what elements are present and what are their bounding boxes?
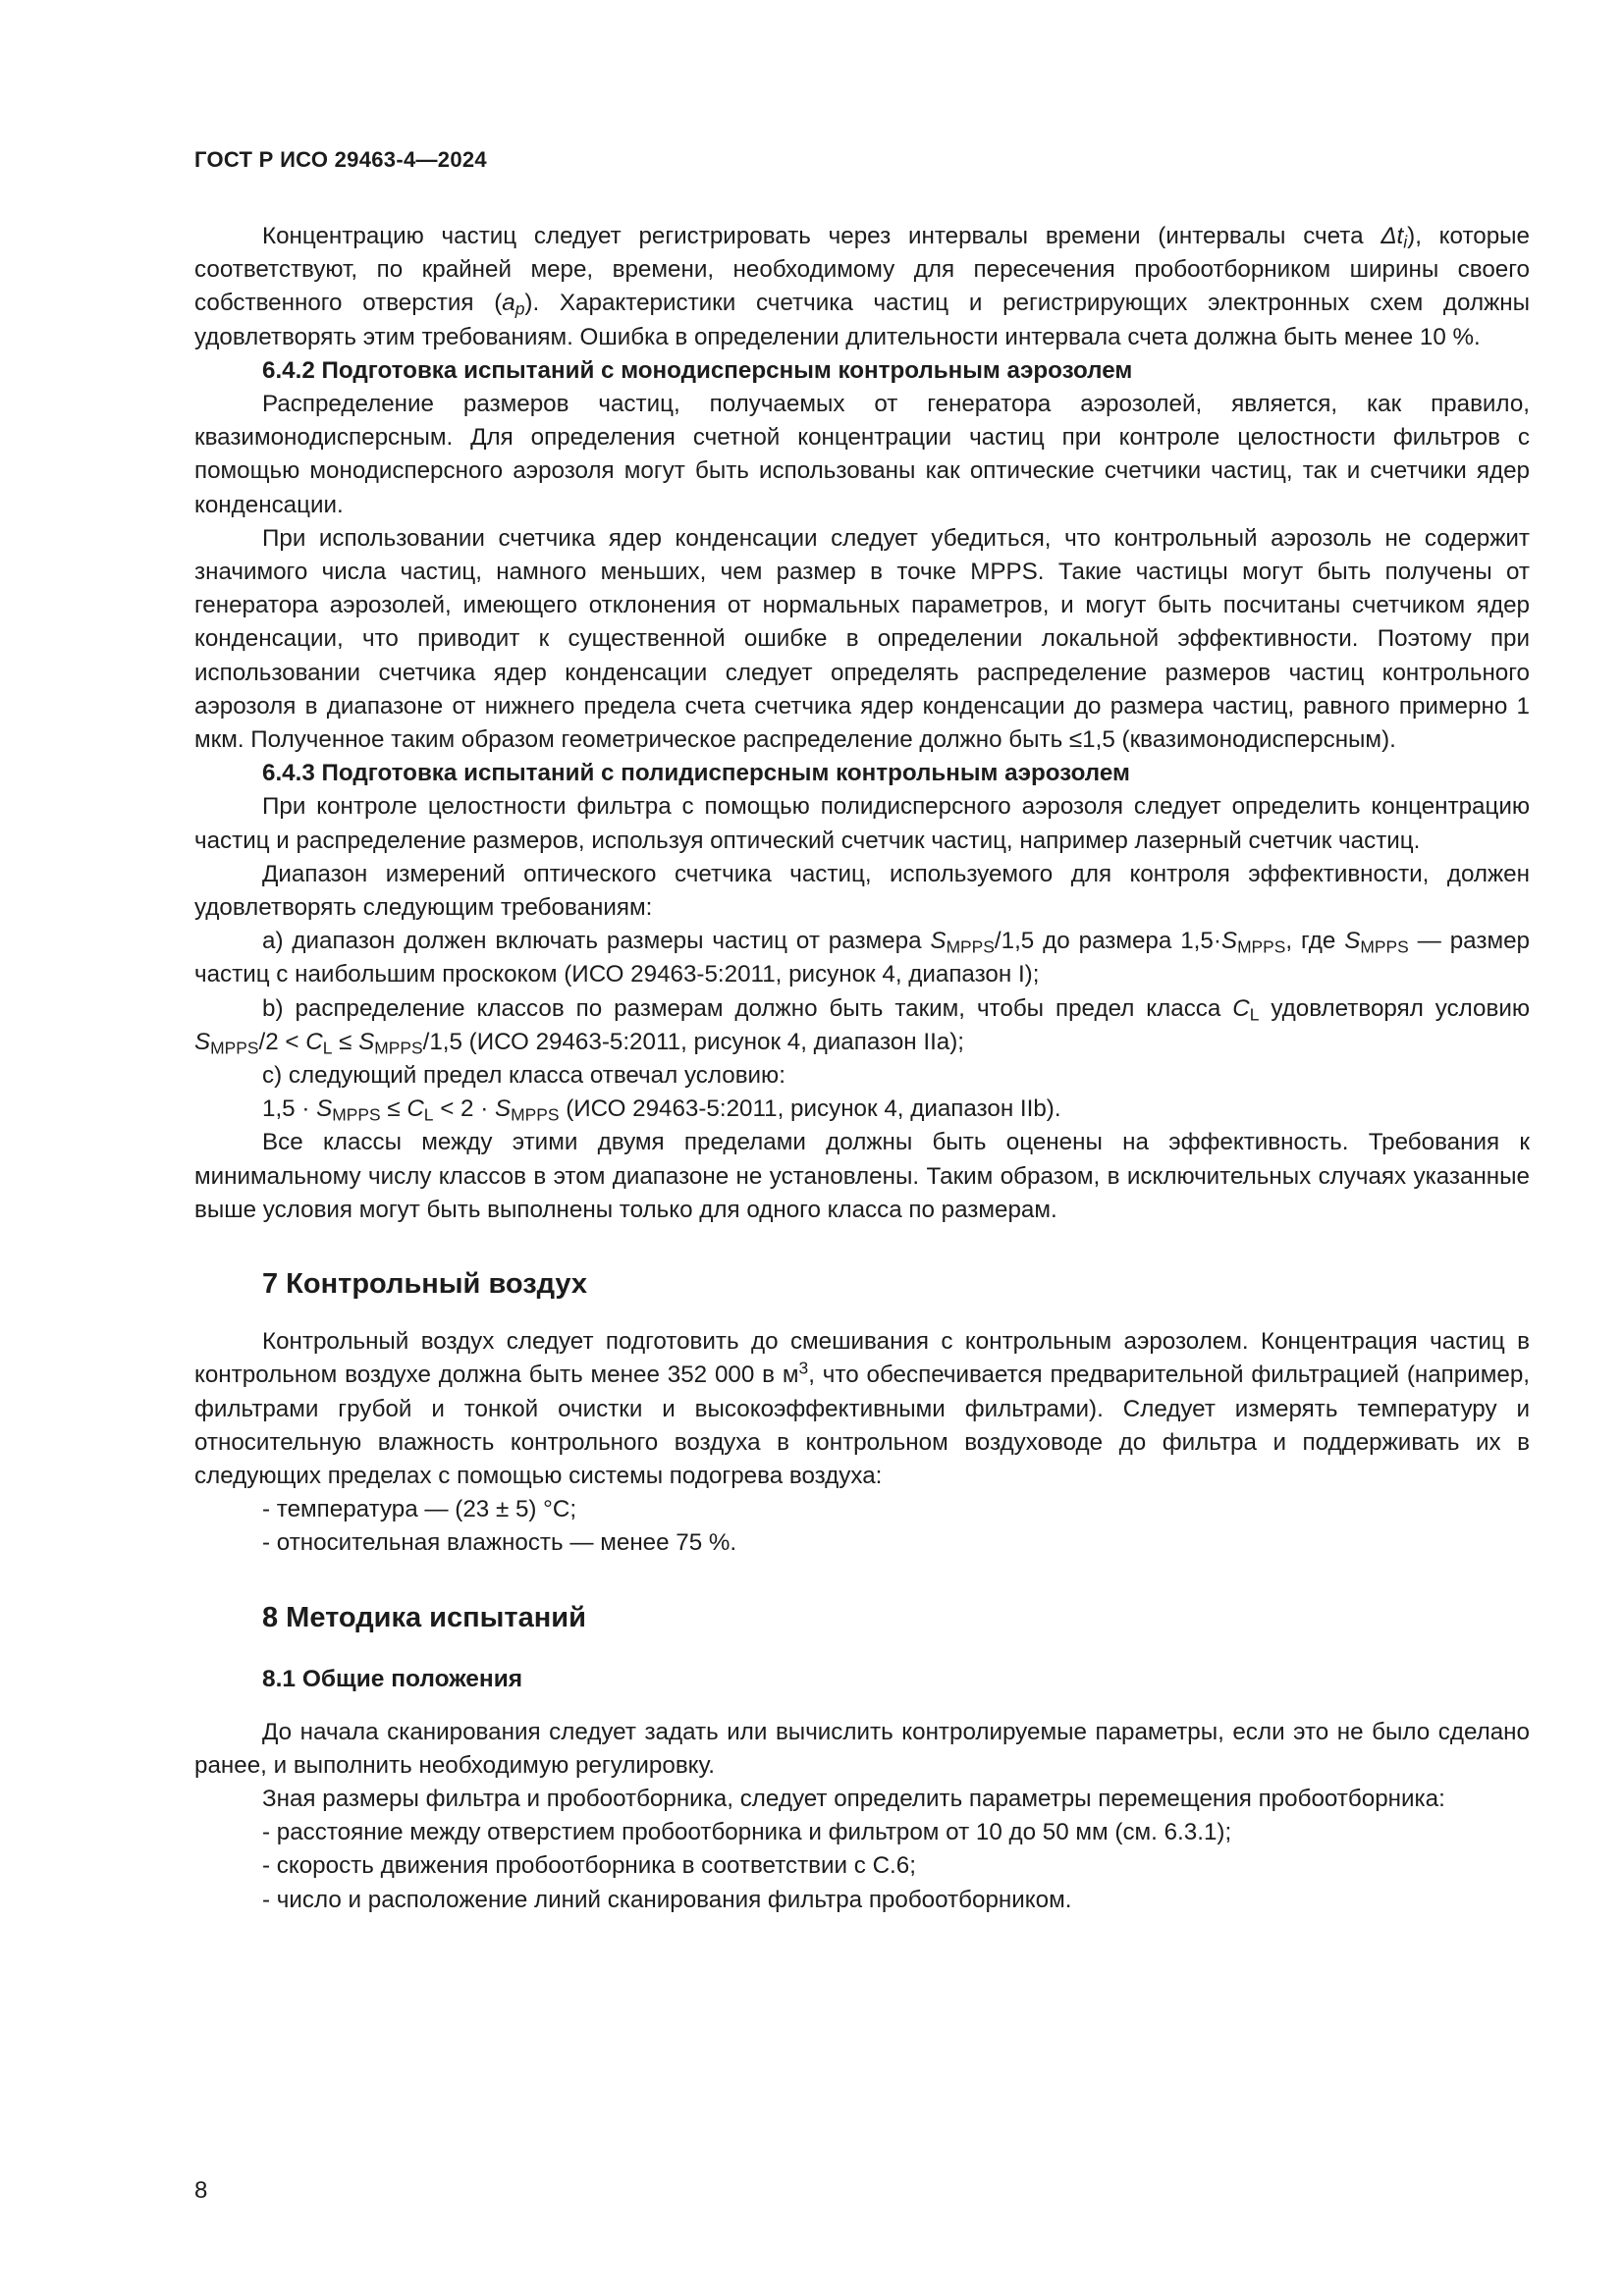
page-number: 8: [194, 2177, 208, 2204]
paragraph: При использовании счетчика ядер конденсации следует убедиться, что контрольный аэрозоль не содержит значимого числа частиц, намного меньших, чем размер в точке MPPS. Такие частицы могут быть получены от генератора аэрозолей, имеющего отклонения от нормальных параметров, и могут быть посчитаны счетчиком ядер конденсации, что приводит к существенной ошибке в определении локальной эффективности. Поэтому при использовании счетчика ядер конденсации следует определять распределение размеров частиц контрольного аэрозоля в диапазоне от нижнего предела счета счетчика ядер конденсации до размера частиц, равного примерно 1 мкм. Полученное таким образом геометрическое распределение должно быть ≤1,5 (квазимонодисперсным).: [194, 524, 1530, 754]
paragraph: При контроле целостности фильтра с помощью полидисперсного аэрозоля следует определить концентрацию частиц и распределение размеров, используя оптический счетчик частиц, например лазерный счетчик частиц.: [194, 793, 1530, 854]
paragraph: До начала сканирования следует задать или вычислить контролируемые параметры, если это не было сделано ранее, и выполнить необходимую регулировку.: [194, 1718, 1530, 1779]
list-item-b: b) распределение классов по размерам должно быть таким, чтобы предел класса $C_L$ удовлетворял условию $S_{MPPS}/2 < C_L \le S_{MPPS}/1,5$ (ИСО 29463-5:2011, рисунок 4, диапазон IIa);: [194, 994, 1530, 1058]
list-item: - относительная влажность — менее 75 %.: [262, 1529, 737, 1557]
paragraph-control-air: Контрольный воздух следует подготовить до смешивания с контрольным аэрозолем. Концентрация частиц в контрольном воздухе должна быть менее 352 000 в $м^3$, что обеспечивается предварительной фильтрацией (например, фильтрами грубой и тонкой очистки и высокоэффективными фильтрами). Следует измерять температуру и относительную влажность контрольного воздуха в контрольном воздуховоде до фильтра и поддерживать их в следующих пределах с помощью системы подогрева воздуха:: [194, 1328, 1530, 1489]
section-heading-8-1: 8.1 Общие положения: [262, 1665, 523, 1692]
list-item-c: c) следующий предел класса отвечал условию:: [262, 1062, 785, 1090]
document-page: [194, 147, 1530, 1917]
section-heading-7: 7 Контрольный воздух: [262, 1268, 588, 1301]
section-heading-8: 8 Методика испытаний: [262, 1601, 586, 1633]
list-item-a: a) диапазон должен включать размеры частиц от размера $S_{MPPS}/1,5$ до размера $1,5\cdot S_{MPPS}$, где $S_{MPPS}$ — размер частиц с наибольшим проскоком (ИСО 29463-5:2011, рисунок 4, диапазон I);: [194, 928, 1530, 988]
paragraph: Диапазон измерений оптического счетчика частиц, используемого для контроля эффективности, должен удовлетворять следующим требованиям:: [194, 860, 1530, 922]
paragraph-counting-intervals: Концентрацию частиц следует регистрировать через интервалы времени (интервалы счета $\Delta t_i$), которые соответствуют, по крайней мере, времени, необходимому для пересечения пробоотборником ширины своего собственного отверстия $(a_p)$. Характеристики счетчика частиц и регистрирующих электронных схем должны удовлетворять этим требованиям. Ошибка в определении длительности интервала счета должна быть менее 10 %.: [194, 223, 1531, 350]
list-item: - температура — (23 ± 5) °C;: [262, 1496, 577, 1523]
paragraph: Распределение размеров частиц, получаемых от генератора аэрозолей, является, как правило, квазимонодисперсным. Для определения счетной концентрации частиц при контроле целостности фильтров с помощью монодисперсного аэрозоля могут быть использованы как оптические счетчики частиц, так и счетчики ядер конденсации.: [194, 391, 1530, 518]
list-item: - скорость движения пробоотборника в соответствии с С.6;: [262, 1852, 916, 1880]
formula-line: $1,5 \cdot S_{MPPS} \le C_L < 2 \cdot S_{MPPS}$ (ИСО 29463-5:2011, рисунок 4, диапазон IIb).: [262, 1095, 1061, 1125]
list-item: - расстояние между отверстием пробоотборника и фильтром от 10 до 50 мм (см. 6.3.1);: [262, 1819, 1232, 1846]
document-header: ГОСТ Р ИСО 29463-4—2024: [194, 147, 487, 172]
list-item: - число и расположение линий сканирования фильтра пробоотборником.: [262, 1886, 1072, 1913]
paragraph: Все классы между этими двумя пределами должны быть оценены на эффективность. Требования к минимальному числу классов в этом диапазоне не установлены. Таким образом, в исключительных случаях указанные выше условия могут быть выполнены только для одного класса по размерам.: [194, 1129, 1530, 1223]
section-heading-6-4-2: 6.4.2 Подготовка испытаний с монодисперсным контрольным аэрозолем: [262, 356, 1133, 384]
paragraph: Зная размеры фильтра и пробоотборника, следует определить параметры перемещения пробоотборника:: [262, 1785, 1445, 1812]
section-heading-6-4-3: 6.4.3 Подготовка испытаний с полидисперсным контрольным аэрозолем: [262, 760, 1130, 787]
